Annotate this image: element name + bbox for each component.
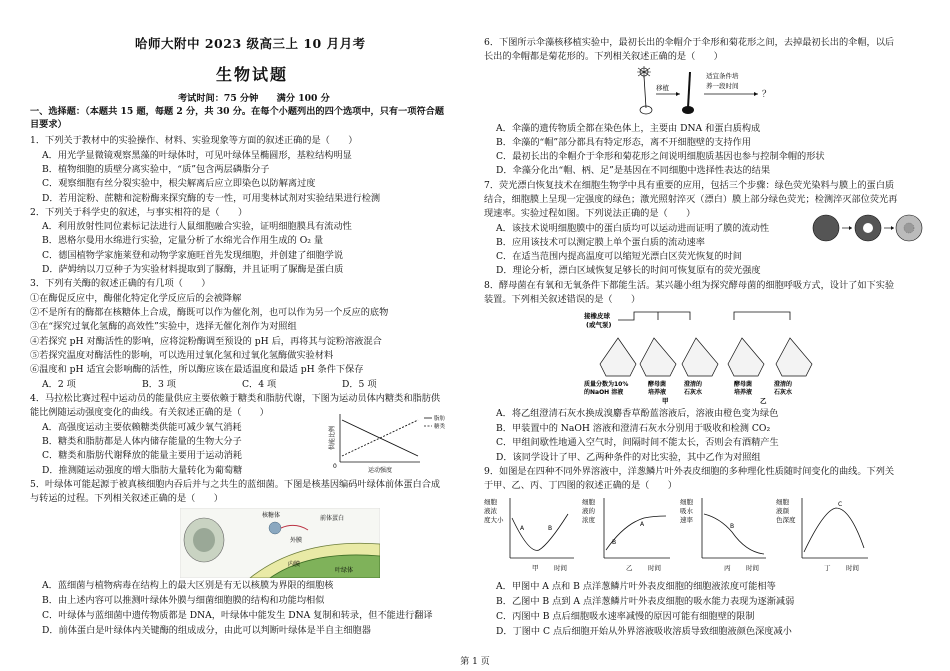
q9-yi-point-a: A [640, 521, 645, 528]
q4-option-c: C．糖类和脂肪代谢释放的能量主要用于运动消耗 [42, 450, 242, 461]
q5-nucleolus [193, 528, 215, 552]
q9-option-c: C．丙图中 B 点后细胞吸水速率减慢的原因可能有细胞壁的限制 [496, 611, 755, 622]
q4-chart-ylabel: 供能比例 [329, 425, 336, 450]
q9-curve-panels [484, 494, 924, 576]
q6-label-cond2: 养一段时间 [706, 82, 739, 90]
q7-option-a: A．该技术说明细胞膜中的蛋白质均可以运动进而证明了膜的流动性 [496, 223, 770, 234]
q4-chart-xlabel: 运动强度 [368, 467, 393, 474]
q8-tubes-jia [618, 312, 690, 320]
q5-ribosome [269, 522, 281, 534]
q7-arrowhead-1 [849, 226, 852, 230]
q6-option-b: B．伞藻的“帽”部分都具有特定形态，离不开细胞壁的支持作用 [496, 137, 752, 148]
q5-label-precursor: 前体蛋白 [320, 515, 345, 522]
q8-label-lime-jia1: 澄清的 [684, 381, 703, 388]
page-footer: 第 1 页 [460, 657, 490, 667]
q6-option-a: A．伞藻的遗传物质全都在染色体上，主要由 DNA 和蛋白质构成 [496, 123, 761, 134]
q8-label-naoh2: 的NaOH 溶液 [584, 389, 624, 396]
q1-stem: 1．下列关于教材中的实验操作、材料、实验现象等方面的叙述正确的是（ ） [30, 135, 358, 146]
exam-meta: 考试时间：75 分钟 满分 100 分 [178, 93, 330, 104]
q7-arrowhead-2 [891, 226, 894, 230]
q6-arrowhead-1 [676, 92, 680, 96]
q8-label-yeast-yi1: 酵母菌 [734, 381, 753, 388]
q9-panel-jia [484, 497, 574, 572]
q8-flask-naoh [600, 338, 636, 376]
school-title: 哈师大附中 2023 级高三上 10 月月考 [135, 36, 366, 51]
q9-jia-point-a: A [520, 525, 525, 532]
q2-option-b: B．恩格尔曼用水绵进行实验，定量分析了水绵光合作用生成的 O₂ 量 [42, 235, 324, 246]
q9-yi-time: 时间 [648, 564, 661, 572]
q8-label-yeast-jia2: 培养液 [648, 389, 667, 396]
q9-stem-line1: 9．如图是在四种不同外界溶液中，洋葱鳞片叶外表皮细胞的多种理化性质随时间变化的曲线。下列关 [484, 466, 895, 477]
q3-statement-4: ④若探究 pH 对酶活性的影响，应将淀粉酶调至预设的 pH 后，再将其与淀粉溶液混合 [30, 336, 382, 347]
q8-stem-line1: 8．酵母菌在有氧和无氧条件下都能生活。某兴趣小组为探究酵母菌的细胞呼吸方式，设计了如下实验 [484, 280, 895, 291]
q2-stem: 2．下列关于科学史的叙述，与事实相符的是（ ） [30, 207, 248, 218]
q6-label-cond1: 适宜条件培 [706, 72, 739, 80]
q3-statement-6: ⑥温度和 pH 适宜会影响酶的活性，所以酶应该在最适温度和最适 pH 条件下保存 [30, 364, 364, 375]
q5-label-inner: 内膜 [288, 561, 301, 568]
q6-option-c: C．最初长出的伞帽介于伞形和菊花形之间说明细胞质基因也参与控制伞帽的形状 [496, 151, 825, 162]
q3-option-b: B．3 项 [142, 379, 176, 390]
q8-label-lime-jia2: 石灰水 [684, 389, 703, 396]
q2-option-c: C．德国植物学家施莱登和动物学家施旺首先发现细胞，并创建了细胞学说 [42, 250, 344, 261]
q3-statement-2: ②不是所有的酶都在核糖体上合成，酶既可以作为催化剂，也可以作为另一个反应的底物 [30, 307, 389, 318]
q8-flask-yeast-jia [640, 338, 676, 376]
q5-stem-line1: 5．叶绿体可能起源于被真核细胞内吞后并与之共生的蓝细菌。下图是核基因编码叶绿体前体蛋白合成 [30, 479, 441, 490]
q8-apparatus-figure [584, 306, 864, 406]
q8-label-lime-yi2: 石灰水 [774, 389, 793, 396]
q9-bing-curve [704, 514, 764, 554]
section-title-line2: 目要求） [30, 119, 67, 130]
q8-option-c: C．甲组间歇性地通入空气时，间隔时间不能太长，否则会有酒精产生 [496, 437, 779, 448]
q5-label-outer: 外膜 [290, 537, 303, 544]
q9-yi-panel-label: 乙 [626, 564, 633, 572]
q4-option-a: A．高强度运动主要依赖糖类供能可减少氧气消耗 [42, 422, 242, 433]
q8-label-yeast-yi2: 培养液 [734, 389, 753, 396]
q7-cell-stained [813, 215, 839, 241]
q5-option-b: B．由上述内容可以推测叶绿体外膜与细菌细胞膜的结构和功能均相似 [42, 595, 325, 606]
q1-option-a: A．用光学显微镜观察黑藻的叶绿体时，可见叶绿体呈椭圆形，基粒结构明显 [42, 150, 352, 161]
q4-legend-fat: 脂肪 [434, 416, 446, 422]
q9-jia-panel-label: 甲 [532, 564, 539, 572]
q8-label-lime-yi1: 澄清的 [774, 381, 793, 388]
q9-bing-time: 时间 [746, 564, 759, 572]
q8-option-d: D．该同学设计了甲、乙两种条件的对比实验，其中乙作为对照组 [496, 452, 761, 463]
q5-option-c: C．叶绿体与蓝细菌中遗传物质都是 DNA，叶绿体中能发生 DNA 复制和转录，但不能进行翻译 [42, 610, 433, 621]
q9-panel-ding [776, 497, 868, 572]
q5-option-d: D．前体蛋白是叶绿体内关键酶的组成成分，由此可以判断叶绿体是半自主细胞器 [42, 625, 371, 636]
q9-ding-curve [804, 508, 864, 552]
q6-acetabularia-figure [634, 64, 774, 120]
q7-option-c: C．在适当范围内提高温度可以缩短光漂白区荧光恢复的时间 [496, 251, 742, 262]
q5-stem-line2: 与转运的过程。下列相关叙述正确的是（ ） [30, 493, 223, 504]
q3-option-a: A．2 项 [42, 379, 76, 390]
q7-stem-line1: 7．荧光漂白恢复技术在细胞生物学中具有重要的应用，包括三个步骤：绿色荧光染料与膜上的蛋白质 [484, 180, 895, 191]
q9-ylabel-jia: 细胞液浓度大小 [484, 498, 504, 524]
q9-option-a: A．甲图中 A 点和 B 点洋葱鳞片叶外表皮细胞的细胞液浓度可能相等 [496, 581, 776, 592]
q4-energy-chart [320, 410, 455, 475]
q9-ding-point-c: C [838, 501, 843, 508]
q7-option-d: D．理论分析，漂白区域恢复足够长的时间可恢复原有的荧光强度 [496, 265, 761, 276]
q6-stem-line2: 长出的伞帽都是菊花形的。下列相关叙述正确的是（ ） [484, 51, 723, 62]
q9-ylabel-yi: 细胞液的浓度 [582, 498, 595, 524]
q8-stem-line2: 装置。下列相关叙述错误的是（ ） [484, 294, 641, 305]
section-title-line1: 一、选择题：（本题共 15 题，每题 2 分，共 30 分。在每个小题列出的四个选项中，只有一项符合题 [30, 106, 445, 117]
q6-label-question: ？ [762, 90, 772, 100]
q3-option-c: C．4 项 [242, 379, 277, 390]
q8-option-b: B．甲装置中的 NaOH 溶液和澄清石灰水分别用于吸收和检测 CO₂ [496, 423, 771, 434]
q3-statement-1: ①在酶促反应中，酶催化特定化学反应后的会被降解 [30, 293, 242, 304]
q5-option-a: A．蓝细菌与植物病毒在结构上的最大区别是有无以核膜为界限的细胞核 [42, 580, 334, 591]
q9-ylabel-bing: 细胞吸水速率 [680, 498, 693, 524]
q9-ding-time: 时间 [846, 564, 859, 572]
q9-stem-line2: 于甲、乙、丙、丁四图的叙述正确的是（ ） [484, 480, 677, 491]
q9-panel-bing [680, 497, 766, 572]
q8-label-pump1: 接橡皮球 [584, 312, 610, 320]
q4-chart-origin: 0 [333, 463, 337, 470]
q1-option-b: B．植物细胞的质壁分离实验中，“质”包含两层磷脂分子 [42, 164, 270, 175]
q8-flask-lime-yi [776, 338, 812, 376]
q9-option-d: D．丁图中 C 点后细胞开始从外界溶液吸收溶质导致细胞液颜色深度减小 [496, 626, 792, 637]
q1-option-d: D．若用淀粉、蔗糖和淀粉酶来探究酶的专一性，可用斐林试剂对实验结果进行检测 [42, 193, 381, 204]
q6-stalk [644, 76, 646, 108]
q9-ylabel-ding: 细胞液颜色深度 [776, 498, 796, 524]
q9-jia-time: 时间 [554, 564, 567, 572]
subject-title: 生物试题 [216, 65, 289, 84]
q4-option-d: D．推测随运动强度的增大脂肪大量转化为葡萄糖 [42, 465, 243, 476]
q8-label-pump2: (或气泵) [586, 321, 612, 329]
q6-recipient-foot [682, 106, 694, 114]
q3-option-d: D．5 项 [342, 379, 377, 390]
q7-stem-line3: 现速率。实验过程如图。下列说法正确的是（ ） [484, 208, 696, 219]
q4-stem-line1: 4．马拉松比赛过程中运动员的能量供应主要依赖于糖类和脂肪代谢，下图为运动员体内糖类和脂肪供 [30, 393, 441, 404]
q8-label-jia: 甲 [662, 397, 669, 405]
q7-stem-line2: 结合，细胞膜上呈现一定强度的绿色；激光照射淬灭（漂白）膜上部分绿色荧光；检测淬灭部位荧光再 [484, 194, 898, 205]
q9-ding-panel-label: 丁 [824, 564, 831, 572]
q8-tubes-yi [734, 312, 790, 320]
q2-option-d: D．萨姆纳以刀豆种子为实验材料提取到了脲酶，并且证明了脲酶是蛋白质 [42, 264, 344, 275]
q1-option-c: C．观察细胞有丝分裂实验中，根尖解离后应立即染色以防解离过度 [42, 178, 316, 189]
q9-bing-point-b: B [730, 523, 735, 530]
q8-flask-lime-jia [682, 338, 718, 376]
q7-recovered-spot [904, 223, 914, 233]
q3-statement-5: ⑤若探究温度对酶活性的影响，可以选用过氧化氢和过氧化氢酶做实验材料 [30, 350, 334, 361]
q9-jia-point-b: B [548, 525, 553, 532]
q4-stem-line2: 能比例随运动强度变化的曲线。有关叙述正确的是（ ） [30, 407, 269, 418]
q4-legend-sugar: 糖类 [434, 424, 446, 430]
q5-label-ribosome: 核糖体 [262, 512, 281, 519]
q8-label-yeast-jia1: 酵母菌 [648, 381, 667, 388]
q8-flask-yeast-yi [728, 338, 764, 376]
q5-chloroplast-figure [180, 508, 380, 578]
q2-option-a: A．利用放射性同位素标记法进行人鼠细胞融合实验，证明细胞膜具有流动性 [42, 221, 352, 232]
q7-bleached-spot [863, 223, 873, 233]
q9-yi-point-b: B [612, 539, 617, 546]
q6-recipient-stalk [688, 72, 690, 108]
q9-option-b: B．乙图中 B 点到 A 点洋葱鳞片叶外表皮细胞的吸水能力表现为逐渐减弱 [496, 596, 795, 607]
q6-stem-line1: 6．下图所示伞藻核移植实验中，最初长出的伞帽介于伞形和菊花形之间，去掉最初长出的伞帽，以后 [484, 37, 895, 48]
q8-label-yi: 乙 [760, 397, 767, 405]
q4-option-b: B．糖类和脂肪都是人体内储存能量的生物大分子 [42, 436, 242, 447]
q9-jia-curve [512, 514, 568, 550]
q8-label-naoh1: 质量分数为10% [584, 381, 629, 388]
q7-frap-figure [812, 208, 924, 248]
q6-label-transplant: 移植 [656, 84, 669, 92]
q5-label-chloroplast: 叶绿体 [335, 567, 354, 574]
q6-arrowhead-2 [754, 92, 758, 96]
q3-statement-3: ③在“探究过氧化氢酶的高效性”实验中，选择无催化剂作为对照组 [30, 321, 297, 332]
q9-panel-yi [582, 497, 670, 572]
q8-option-a: A．将乙组澄清石灰水换成溴麝香草酚蓝溶液后，溶液由橙色变为绿色 [496, 408, 779, 419]
q7-option-b: B．应用该技术可以测定膜上单个蛋白质的流动速率 [496, 237, 705, 248]
q3-stem: 3．下列有关酶的叙述正确的有几项（ ） [30, 278, 211, 289]
q6-option-d: D．伞藻分化出“帽、柄、足”是基因在不同细胞中选择性表达的结果 [496, 165, 771, 176]
q9-bing-panel-label: 丙 [724, 564, 731, 572]
